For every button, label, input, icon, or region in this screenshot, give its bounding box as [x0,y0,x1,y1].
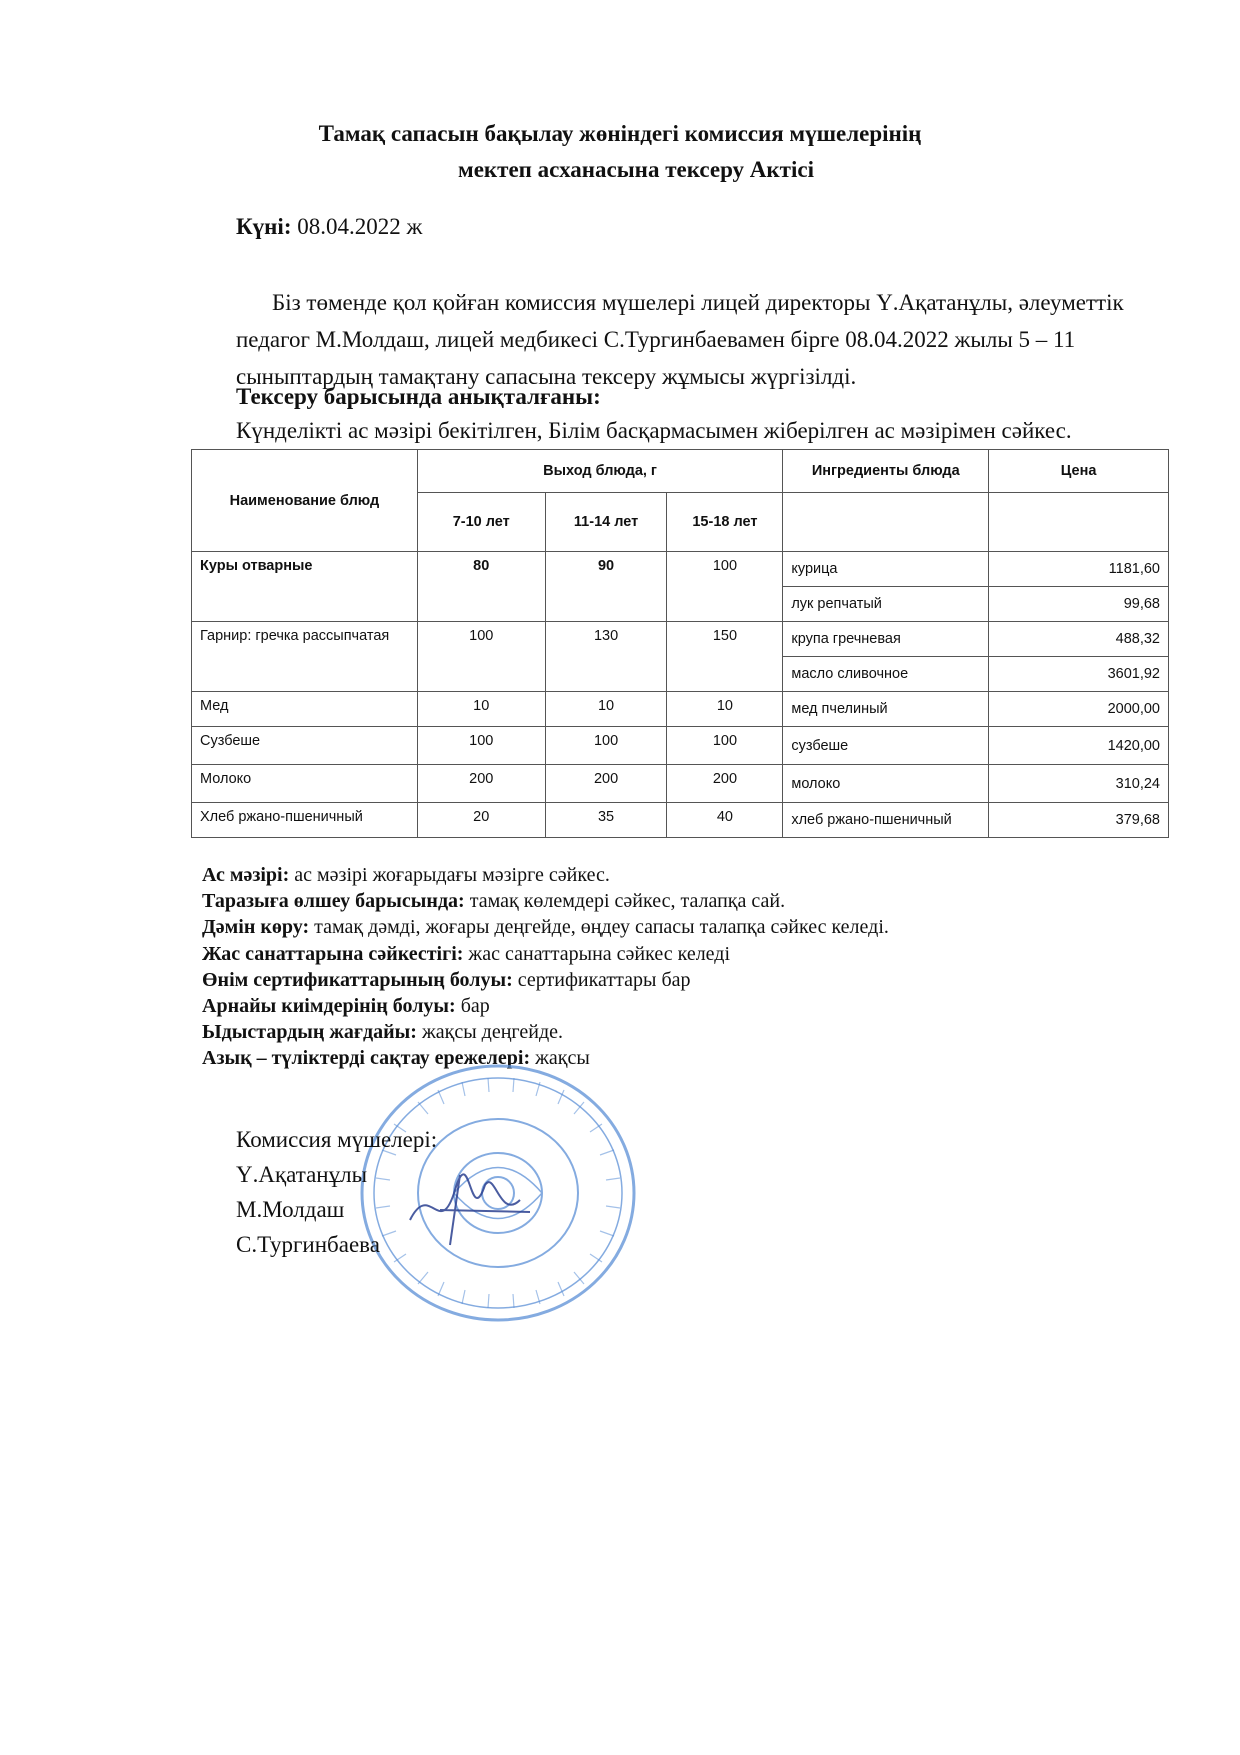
summary-value: сертификаттары бар [512,968,691,991]
header-age-7-10: 7-10 лет [417,493,545,552]
dish-output-15-18: 100 [667,727,783,765]
ingredient-name: хлеб ржано-пшеничный [783,803,989,838]
summary-value: ас мәзірі жоғарыдағы мәзірге сәйкес. [289,864,610,886]
summary-label: Дәмін көру: [202,916,310,939]
commission-signers [236,1122,437,1262]
menu-table [191,449,1169,838]
table-row [192,622,1169,657]
dish-output-11-14: 200 [545,765,667,803]
ingredient-name: крупа гречневая [783,622,989,657]
summary-line [202,888,889,914]
summary-label: Таразыға өлшеу барысында: [202,890,465,913]
header-age-11-14: 11-14 лет [545,493,667,552]
findings-text: Күнделікті ас мәзірі бекітілген, Білім басқармасымен жіберілген ас мәзірімен сәйкес. [236,418,1072,443]
ingredient-name: молоко [783,765,989,803]
ingredient-price: 1420,00 [989,727,1169,765]
intro-line: педагог М.Молдаш, лицей медбикесі С.Тургинбаевамен бірге 08.04.2022 жылы 5 – 11 [236,327,1076,352]
summary-line [202,914,889,940]
summary-label: Азық – түліктерді сақтау ережелері: [202,1047,531,1070]
ingredient-name: лук репчатый [783,587,989,622]
title-line-1: Тамақ сапасын бақылау жөніндегі комиссия мүшелерінің [318,121,922,146]
dish-output-11-14: 100 [545,727,667,765]
summary-line [202,1019,889,1045]
ingredient-name: масло сливочное [783,657,989,692]
ingredient-price: 3601,92 [989,657,1169,692]
header-output: Выход блюда, г [417,450,783,493]
dish-output-11-14: 35 [545,803,667,838]
ingredient-price: 310,24 [989,765,1169,803]
summary-value: жақсы деңгейде. [416,1021,563,1044]
summary-label: Арнайы киімдерінің болуы: [202,995,456,1018]
summary-label: Ыдыстардың жағдайы: [202,1021,417,1044]
date-label: Күні: [236,214,292,239]
title-line-2: мектеп асханасына тексеру Актісі [458,157,814,182]
summary-value: тамақ дәмді, жоғары деңгейде, өңдеу сапасы талапқа сәйкес келеді. [309,916,889,939]
table-row [192,552,1169,587]
header-empty [989,493,1169,552]
ingredient-price: 1181,60 [989,552,1169,587]
summary-line [202,862,889,888]
signers-heading: Комиссия мүшелері: [236,1127,438,1152]
dish-output-15-18: 10 [667,692,783,727]
dish-name: Сузбеше [192,727,418,765]
summary-value: жақсы [530,1047,590,1070]
dish-output-11-14: 130 [545,622,667,692]
table-row [192,727,1169,765]
dish-name: Молоко [192,765,418,803]
dish-output-11-14: 90 [545,552,667,622]
intro-line: Біз төменде қол қойған комиссия мүшелері лицей директоры Ү.Ақатанұлы, әлеуметтік [272,290,1124,315]
findings-heading: Тексеру барысында анықталғаны: [236,384,601,409]
table-row [192,803,1169,838]
dish-name: Мед [192,692,418,727]
ingredient-price: 379,68 [989,803,1169,838]
summary-line [202,941,889,967]
date-value: 08.04.2022 ж [297,214,423,239]
dish-name: Хлеб ржано-пшеничный [192,803,418,838]
header-empty [783,493,989,552]
signer-name: Ү.Ақатанұлы [236,1162,368,1187]
header-age-15-18: 15-18 лет [667,493,783,552]
summary-label: Ас мәзірі: [202,864,290,886]
summary-label: Жас санаттарына сәйкестігі: [202,942,464,965]
intro-line: сыныптардың тамақтану сапасына тексеру жұмысы жүргізілді. [236,364,857,389]
dish-output-7-10: 10 [417,692,545,727]
summary-value: жас санаттарына сәйкес келеді [463,942,731,965]
dish-output-7-10: 100 [417,622,545,692]
summary-value: тамақ көлемдері сәйкес, талапқа сай. [464,890,786,913]
ingredient-price: 99,68 [989,587,1169,622]
summary-block [202,862,889,1072]
dish-output-7-10: 20 [417,803,545,838]
ingredient-name: сузбеше [783,727,989,765]
table-row [192,692,1169,727]
header-dish-name: Наименование блюд [192,450,418,552]
summary-value: бар [455,995,490,1018]
dish-output-7-10: 100 [417,727,545,765]
document-title [0,116,1240,188]
signer-name: М.Молдаш [236,1197,345,1222]
header-ingredients: Ингредиенты блюда [783,450,989,493]
header-price: Цена [989,450,1169,493]
dish-output-11-14: 10 [545,692,667,727]
signer-name: С.Тургинбаева [236,1232,380,1257]
dish-output-15-18: 40 [667,803,783,838]
dish-output-15-18: 100 [667,552,783,622]
dish-output-7-10: 200 [417,765,545,803]
ingredient-name: мед пчелиный [783,692,989,727]
ingredient-price: 2000,00 [989,692,1169,727]
dish-name: Куры отварные [192,552,418,622]
dish-output-15-18: 150 [667,622,783,692]
summary-line [202,967,889,993]
summary-line [202,993,889,1019]
dish-name: Гарнир: гречка рассыпчатая [192,622,418,692]
intro-paragraph [236,284,1210,395]
ingredient-price: 488,32 [989,622,1169,657]
dish-output-7-10: 80 [417,552,545,622]
summary-label: Өнім сертификаттарының болуы: [202,968,513,991]
table-row [192,765,1169,803]
dish-output-15-18: 200 [667,765,783,803]
date-line [236,214,422,240]
ingredient-name: курица [783,552,989,587]
